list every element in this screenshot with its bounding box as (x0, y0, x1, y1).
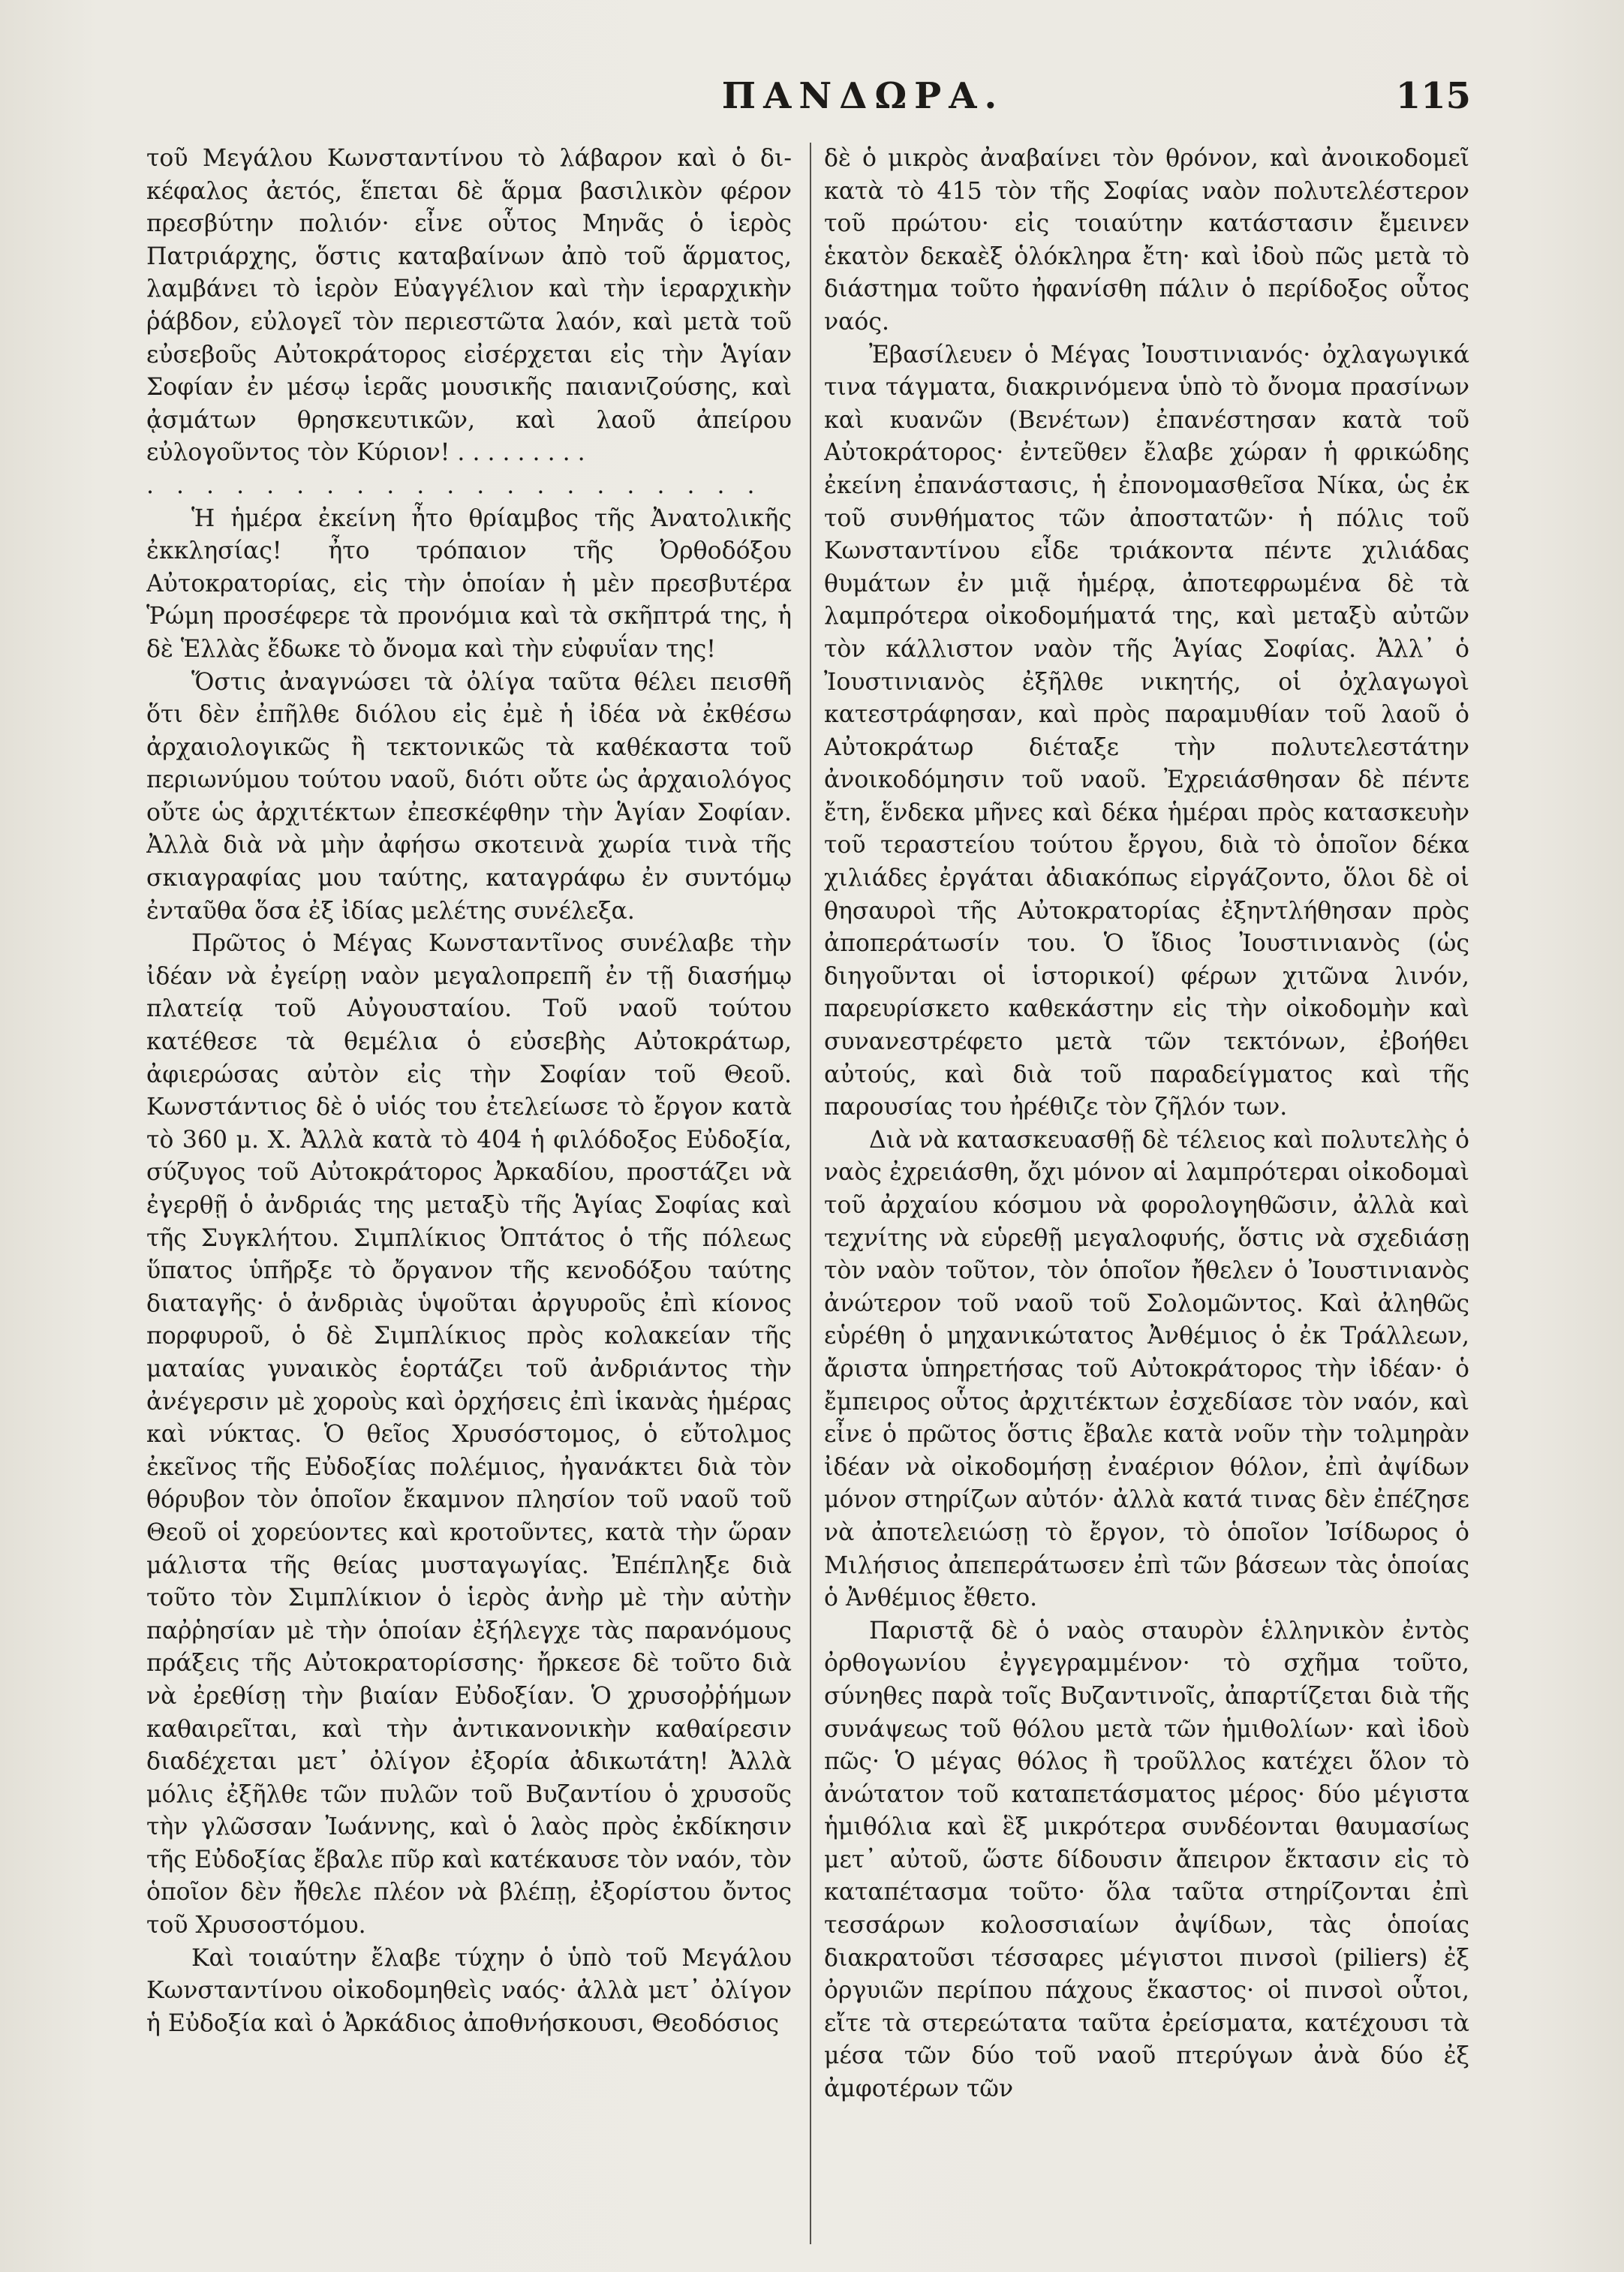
paragraph: Ἡ ἡμέρα ἐκείνη ἦτο θρίαμβος τῆς Ἀνατολικῆς ἐκκλησίας! ἦτο τρόπαιον τῆς Ὀρθοδόξου Αὐτοκρατορίας, εἰς τὴν ὁποίαν ἡ μὲν πρεσβυτέρα Ῥώμη προσέφερε τὰ προνόμια καὶ τὰ σκῆπτρά της, ἡ δὲ Ἑλλὰς ἔδωκε τὸ ὄνομα καὶ τὴν εὐφυΐαν της! (146, 504, 792, 663)
paragraph: Διὰ νὰ κατασκευασθῇ δὲ τέλειος καὶ πολυτελὴς ὁ ναὸς ἐχρειάσθη, ὄχι μόνον αἱ λαμπρότεραι οἰκοδομαὶ τοῦ ἀρχαίου κόσμου νὰ φορολογηθῶσιν, ἀλλὰ καὶ τεχνίτης νὰ εὑρεθῇ μεγαλοφυής, ὅστις νὰ σχεδιάσῃ τὸν ναὸν τοῦτον, τὸν ὁποῖον ἤθελεν ὁ Ἰουστινιανὸς ἀνώτερον τοῦ ναοῦ τοῦ Σολομῶντος. Καὶ ἀληθῶς εὑρέθη ὁ μηχανικώτατος Ἀνθέμιος ὁ ἐκ Τράλλεων, ἄριστα ὑπηρετήσας τοῦ Αὐτοκράτορος τὴν ἰδέαν· ὁ ἔμπειρος οὗτος ἀρχιτέκτων ἐσχεδίασε τὸν ναόν, καὶ εἶνε ὁ πρῶτος ὅστις ἔβαλε κατὰ νοῦν τὴν τολμηρὰν ἰδέαν νὰ οἰκοδομήσῃ ἐναέριον θόλον, ἐπὶ ἀψίδων μόνον στηρίζων αὐτόν· ἀλλὰ κατά τινας δὲν ἐπέζησε νὰ ἀποτελειώσῃ τὸ ἔργον, τὸ ὁποῖον Ἰσίδωρος ὁ Μιλήσιος ἀπεπεράτωσεν ἐπὶ τῶν βάσεων τὰς ὁποίας ὁ Ἀνθέμιος ἔθετο. (824, 1126, 1469, 1612)
paragraph: δὲ ὁ μικρὸς ἀναβαίνει τὸν θρόνον, καὶ ἀνοικοδομεῖ κατὰ τὸ 415 τὸν τῆς Σοφίας ναὸν πολυτελέστερον τοῦ πρώτου· εἰς τοιαύτην κατάστασιν ἔμεινεν ἑκατὸν δεκαὲξ ὁλόκληρα ἔτη· καὶ ἰδοὺ πῶς μετὰ τὸ διάστημα τοῦτο ἠφανίσθη πάλιν ὁ περίδοξος οὗτος ναός. (824, 145, 1469, 336)
page-header (150, 75, 1471, 135)
right-column (824, 143, 1469, 2244)
column-divider (810, 143, 811, 2244)
paragraph: Παριστᾷ δὲ ὁ ναὸς σταυρὸν ἑλληνικὸν ἐντὸς ὀρθογωνίου ἐγγεγραμμένον· τὸ σχῆμα τοῦτο, σύνηθες παρὰ τοῖς Βυζαντινοῖς, ἀπαρτίζεται διὰ τῆς συνάψεως τοῦ θόλου μετὰ τῶν ἡμιθολίων· καὶ ἰδοὺ πῶς· Ὁ μέγας θόλος ἢ τροῦλλος κατέχει ὅλον τὸ ἀνώτατον τοῦ καταπετάσματος μέρος· δύο μέγιστα ἡμιθόλια καὶ ἓξ μικρότερα συνδέονται θαυμασίως μετ᾽ αὐτοῦ, ὥστε δίδουσιν ἄπειρον ἔκτασιν εἰς τὸ καταπέτασμα τοῦτο· ὅλα ταῦτα στηρίζονται ἐπὶ τεσσάρων κολοσσιαίων ἀψίδων, τὰς ὁποίας διακρατοῦσι τέσσαρες μέγιστοι πινσοὶ (piliers) ἐξ ὀργυιῶν περίπου πάχους ἕκαστος· οἱ πινσοὶ οὗτοι, εἴτε τὰ στερεώτατα ταῦτα ἐρείσματα, κατέχουσι τὰ μέσα τῶν δύο τοῦ ναοῦ πτερύγων ἀνὰ δύο ἐξ ἀμφοτέρων τῶν (824, 1617, 1469, 2103)
left-column (146, 143, 792, 2244)
paragraph: Καὶ τοιαύτην ἔλαβε τύχην ὁ ὑπὸ τοῦ Μεγάλου Κωνσταντίνου οἰκοδομηθεὶς ναός· ἀλλὰ μετ᾽ ὀλίγον ἡ Εὐδοξία καὶ ὁ Ἀρκάδιος ἀποθνήσκουσι, Θεοδόσιος (146, 1944, 792, 2037)
paragraph: Ὅστις ἀναγνώσει τὰ ὀλίγα ταῦτα θέλει πεισθῆ ὅτι δὲν ἐπῆλθε διόλου εἰς ἐμὲ ἡ ἰδέα νὰ ἐκθέσω ἀρχαιολογικῶς ἢ τεκτονικῶς τὰ καθέκαστα τοῦ περιωνύμου τούτου ναοῦ, διότι οὔτε ὡς ἀρχαιολόγος οὔτε ὡς ἀρχιτέκτων ἐπεσκέφθην τὴν Ἁγίαν Σοφίαν. Ἀλλὰ διὰ νὰ μὴν ἀφήσω σκοτεινὰ χωρία τινὰ τῆς σκιαγραφίας μου ταύτης, καταγράφω ἐν συντόμῳ ἐνταῦθα ὅσα ἐξ ἰδίας μελέτης συνέλεξα. (146, 668, 792, 925)
ellipsis-row: . . . . . . . . . . . . . . . . . . . . . (146, 471, 762, 499)
paragraph: τοῦ Μεγάλου Κωνσταντίνου τὸ λάβαρον καὶ ὁ δι-κέφαλος ἀετός, ἕπεται δὲ ἅρμα βασιλικὸν φέρον πρεσβύτην πολιόν· εἶνε οὗτος Μηνᾶς ὁ ἱερὸς Πατριάρχης, ὅστις καταβαίνων ἀπὸ τοῦ ἅρματος, λαμβάνει τὸ ἱερὸν Εὐαγγέλιον καὶ τὴν ἱεραρχικὴν ῥάβδον, εὐλογεῖ τὸν περιεστῶτα λαόν, καὶ μετὰ τοῦ εὐσεβοῦς Αὐτοκράτορος εἰσέρχεται εἰς τὴν Ἁγίαν Σοφίαν ἐν μέσῳ ἱερᾶς μουσικῆς παιανιζούσης, καὶ ᾀσμάτων θρησκευτικῶν, καὶ λαοῦ ἀπείρου εὐλογοῦντος τὸν Κύριον! . . . . . . . . . (146, 145, 792, 467)
page-number: 115 (1395, 75, 1471, 117)
running-title: ΠΑΝΔΩΡΑ. (721, 75, 1005, 117)
paragraph: Ἐβασίλευεν ὁ Μέγας Ἰουστινιανός· ὀχλαγωγικά τινα τάγματα, διακρινόμενα ὑπὸ τὸ ὄνομα πρασίνων καὶ κυανῶν (Βενέτων) ἐπανέστησαν κατὰ τοῦ Αὐτοκράτορος· ἐντεῦθεν ἔλαβε χώραν ἡ φρικώδης ἐκείνη ἐπανάστασις, ἡ ἐπονομασθεῖσα Νίκα, ὡς ἐκ τοῦ συνθήματος τῶν ἀποστατῶν· ἡ πόλις τοῦ Κωνσταντίνου εἶδε τριάκοντα πέντε χιλιάδας θυμάτων ἐν μιᾷ ἡμέρᾳ, ἀποτεφρωμένα δὲ τὰ λαμπρότερα οἰκοδομήματά της, καὶ μεταξὺ αὐτῶν τὸν κάλλιστον ναὸν τῆς Ἁγίας Σοφίας. Ἀλλ᾽ ὁ Ἰουστινιανὸς ἐξῆλθε νικητής, οἱ ὀχλαγωγοὶ κατεστράφησαν, καὶ πρὸς παραμυθίαν τοῦ λαοῦ ὁ Αὐτοκράτωρ διέταξε τὴν πολυτελεστάτην ἀνοικοδόμησιν τοῦ ναοῦ. Ἐχρειάσθησαν δὲ πέντε ἔτη, ἕνδεκα μῆνες καὶ δέκα ἡμέραι πρὸς κατασκευὴν τοῦ τεραστείου τούτου ἔργου, διὰ τὸ ὁποῖον δέκα χιλιάδες ἐργάται ἀδιακόπως εἰργάζοντο, ὅλοι δὲ οἱ θησαυροὶ τῆς Αὐτοκρατορίας ἐξηντλήθησαν πρὸς ἀποπεράτωσίν του. Ὁ ἴδιος Ἰουστινιανὸς (ὡς διηγοῦνται οἱ ἱστορικοί) φέρων χιτῶνα λινόν, παρευρίσκετο καθεκάστην εἰς τὴν οἰκοδομὴν καὶ συνανεστρέφετο μετὰ τῶν τεκτόνων, ἐβοήθει αὐτούς, καὶ διὰ τοῦ παραδείγματος καὶ τῆς παρουσίας του ἠρέθιζε τὸν ζῆλόν των. (824, 341, 1469, 1121)
paragraph: Πρῶτος ὁ Μέγας Κωνσταντῖνος συνέλαβε τὴν ἰδέαν νὰ ἐγείρῃ ναὸν μεγαλοπρεπῆ ἐν τῇ διασήμῳ πλατείᾳ τοῦ Αὐγουσταίου. Τοῦ ναοῦ τούτου κατέθεσε τὰ θεμέλια ὁ εὐσεβὴς Αὐτοκράτωρ, ἀφιερώσας αὐτὸν εἰς τὴν Σοφίαν τοῦ Θεοῦ. Κωνστάντιος δὲ ὁ υἱός του ἐτελείωσε τὸ ἔργον κατὰ τὸ 360 μ. Χ. Ἀλλὰ κατὰ τὸ 404 ἡ φιλόδοξος Εὐδοξία, σύζυγος τοῦ Αὐτοκράτορος Ἀρκαδίου, προστάζει νὰ ἐγερθῇ ὁ ἀνδριάς της μεταξὺ τῆς Ἁγίας Σοφίας καὶ τῆς Συγκλήτου. Σιμπλίκιος Ὀπτάτος ὁ τῆς πόλεως ὕπατος ὑπῆρξε τὸ ὄργανον τῆς κενοδόξου ταύτης διαταγῆς· ὁ ἀνδριὰς ὑψοῦται ἀργυροῦς ἐπὶ κίονος πορφυροῦ, ὁ δὲ Σιμπλίκιος πρὸς κολακείαν τῆς ματαίας γυναικὸς ἑορτάζει τοῦ ἀνδριάντος τὴν ἀνέγερσιν μὲ χοροὺς καὶ ὀρχήσεις ἐπὶ ἱκανὰς ἡμέρας καὶ νύκτας. Ὁ θεῖος Χρυσόστομος, ὁ εὔτολμος ἐκεῖνος τῆς Εὐδοξίας πολέμιος, ἠγανάκτει διὰ τὸν θόρυβον τὸν ὁποῖον ἔκαμνον πλησίον τοῦ ναοῦ τοῦ Θεοῦ οἱ χορεύοντες καὶ κροτοῦντες, κατὰ τὴν ὥραν μάλιστα τῆς θείας μυσταγωγίας. Ἐπέπληξε διὰ τοῦτο τὸν Σιμπλίκιον ὁ ἱερὸς ἀνὴρ μὲ τὴν αὐτὴν παῤῥησίαν μὲ τὴν ὁποίαν ἐξήλεγχε τὰς παρανόμους πράξεις τῆς Αὐτοκρατορίσσης· ἤρκεσε δὲ τοῦτο διὰ νὰ ἐρεθίσῃ τὴν βιαίαν Εὐδοξίαν. Ὁ χρυσοῤῥήμων καθαιρεῖται, καὶ τὴν ἀντικανονικὴν καθαίρεσιν διαδέχεται μετ᾽ ὀλίγον ἐξορία ἀδικωτάτη! Ἀλλὰ μόλις ἐξῆλθε τῶν πυλῶν τοῦ Βυζαντίου ὁ χρυσοῦς τὴν γλῶσσαν Ἰωάννης, καὶ ὁ λαὸς πρὸς ἐκδίκησιν τῆς Εὐδοξίας ἔβαλε πῦρ καὶ κατέκαυσε τὸν ναόν, τὸν ὁποῖον δὲν ἤθελε πλέον νὰ βλέπῃ, ἐξορίστου ὄντος τοῦ Χρυσοστόμου. (146, 930, 792, 1939)
